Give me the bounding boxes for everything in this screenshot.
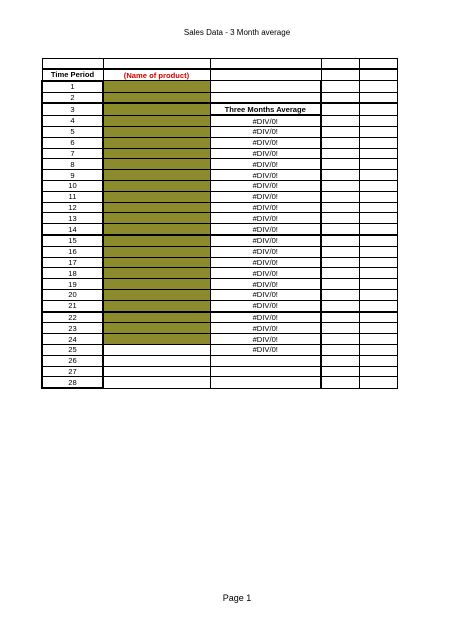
column-header-three-months-average: Three Months Average (210, 103, 321, 115)
product-value-cell (103, 126, 210, 137)
table-row (42, 344, 397, 355)
table-row (42, 377, 397, 388)
table-cell (321, 355, 359, 366)
table-cell (321, 323, 359, 334)
average-value-cell: #DIV/0! (210, 268, 321, 279)
table-row (42, 235, 397, 246)
time-period-cell: 11 (42, 191, 103, 202)
table-cell (359, 377, 397, 388)
table-cell (359, 235, 397, 246)
average-value-cell: #DIV/0! (210, 344, 321, 355)
average-value-cell: #DIV/0! (210, 213, 321, 224)
time-period-cell: 4 (42, 115, 103, 126)
table-cell (210, 69, 321, 81)
table-cell (359, 224, 397, 235)
table-cell (359, 213, 397, 224)
average-value-cell: #DIV/0! (210, 170, 321, 181)
sales-data-table (41, 58, 398, 389)
table-cell (359, 159, 397, 170)
table-row (42, 257, 397, 268)
table-cell (359, 81, 397, 92)
table-cell (359, 92, 397, 103)
table-row (42, 170, 397, 181)
time-period-cell: 21 (42, 300, 103, 311)
column-header-product-name: (Name of product) (103, 69, 210, 81)
table-cell (321, 137, 359, 148)
table-header-row (42, 69, 397, 81)
table-row (42, 289, 397, 300)
average-value-cell: #DIV/0! (210, 137, 321, 148)
time-period-cell: 10 (42, 180, 103, 191)
time-period-cell: 18 (42, 268, 103, 279)
time-period-cell: 16 (42, 246, 103, 257)
product-value-cell (103, 115, 210, 126)
average-value-cell: #DIV/0! (210, 334, 321, 345)
table-cell (359, 268, 397, 279)
table-row (42, 92, 397, 103)
table-row (42, 224, 397, 235)
table-cell (321, 92, 359, 103)
table-cell (321, 213, 359, 224)
table-row (42, 148, 397, 159)
product-value-cell (103, 246, 210, 257)
product-value-cell (103, 377, 210, 388)
average-value-cell (210, 92, 321, 103)
average-value-cell: #DIV/0! (210, 257, 321, 268)
table-cell (359, 279, 397, 290)
table-row (42, 213, 397, 224)
product-value-cell (103, 300, 210, 311)
time-period-cell: 2 (42, 92, 103, 103)
product-value-cell (103, 213, 210, 224)
table-cell (321, 103, 359, 115)
average-value-cell: #DIV/0! (210, 224, 321, 235)
table-blank-row (42, 59, 397, 70)
time-period-cell: 8 (42, 159, 103, 170)
table-cell (359, 115, 397, 126)
table-cell (359, 202, 397, 213)
time-period-cell: 28 (42, 377, 103, 388)
time-period-cell: 23 (42, 323, 103, 334)
time-period-cell: 25 (42, 344, 103, 355)
average-value-cell (210, 81, 321, 92)
table-row (42, 103, 397, 115)
product-value-cell (103, 81, 210, 92)
average-value-cell (210, 355, 321, 366)
time-period-cell: 15 (42, 235, 103, 246)
table-cell (321, 289, 359, 300)
time-period-cell: 14 (42, 224, 103, 235)
table-cell (359, 289, 397, 300)
table-row (42, 137, 397, 148)
table-cell (321, 170, 359, 181)
product-value-cell (103, 137, 210, 148)
table-cell (359, 355, 397, 366)
table-cell (321, 246, 359, 257)
table-cell (321, 279, 359, 290)
table-row (42, 323, 397, 334)
time-period-cell: 5 (42, 126, 103, 137)
time-period-cell: 26 (42, 355, 103, 366)
table-cell (359, 191, 397, 202)
average-value-cell: #DIV/0! (210, 148, 321, 159)
table-cell (321, 115, 359, 126)
table-row (42, 279, 397, 290)
product-value-cell (103, 312, 210, 323)
time-period-cell: 12 (42, 202, 103, 213)
product-value-cell (103, 366, 210, 377)
table-cell (321, 300, 359, 311)
table-cell (359, 137, 397, 148)
table-cell (321, 224, 359, 235)
column-header-time-period: Time Period (42, 69, 103, 81)
table-cell (103, 59, 210, 70)
time-period-cell: 19 (42, 279, 103, 290)
table-cell (210, 59, 321, 70)
table-row (42, 366, 397, 377)
table-row (42, 115, 397, 126)
page-number: Page 1 (222, 593, 252, 603)
average-value-cell (210, 377, 321, 388)
time-period-cell: 1 (42, 81, 103, 92)
table-cell (359, 170, 397, 181)
table-row (42, 202, 397, 213)
time-period-cell: 20 (42, 289, 103, 300)
table-cell (321, 377, 359, 388)
product-value-cell (103, 159, 210, 170)
average-value-cell: #DIV/0! (210, 159, 321, 170)
product-value-cell (103, 355, 210, 366)
table-row (42, 159, 397, 170)
table-cell (42, 59, 103, 70)
table-cell (321, 159, 359, 170)
table-cell (359, 180, 397, 191)
table-cell (321, 59, 359, 70)
product-value-cell (103, 92, 210, 103)
product-value-cell (103, 323, 210, 334)
table-cell (321, 81, 359, 92)
average-value-cell: #DIV/0! (210, 246, 321, 257)
table-row (42, 334, 397, 345)
table-row (42, 355, 397, 366)
product-value-cell (103, 148, 210, 159)
average-value-cell: #DIV/0! (210, 300, 321, 311)
table-row (42, 180, 397, 191)
time-period-cell: 13 (42, 213, 103, 224)
table-cell (321, 180, 359, 191)
product-value-cell (103, 191, 210, 202)
table-cell (321, 312, 359, 323)
average-value-cell: #DIV/0! (210, 126, 321, 137)
product-value-cell (103, 334, 210, 345)
table-cell (321, 126, 359, 137)
table-cell (321, 235, 359, 246)
table-cell (321, 202, 359, 213)
table-cell (359, 344, 397, 355)
product-value-cell (103, 202, 210, 213)
table-cell (321, 366, 359, 377)
table-cell (359, 59, 397, 70)
time-period-cell: 24 (42, 334, 103, 345)
page-title: Sales Data - 3 Month average (183, 28, 291, 37)
product-value-cell (103, 279, 210, 290)
table-cell (321, 334, 359, 345)
table-cell (359, 103, 397, 115)
average-value-cell: #DIV/0! (210, 115, 321, 126)
average-value-cell: #DIV/0! (210, 235, 321, 246)
table-row (42, 81, 397, 92)
time-period-cell: 22 (42, 312, 103, 323)
time-period-cell: 7 (42, 148, 103, 159)
product-value-cell (103, 235, 210, 246)
product-value-cell (103, 180, 210, 191)
average-value-cell: #DIV/0! (210, 191, 321, 202)
table-cell (359, 366, 397, 377)
table-cell (321, 257, 359, 268)
table-row (42, 300, 397, 311)
time-period-cell: 17 (42, 257, 103, 268)
table-row (42, 268, 397, 279)
table-cell (359, 312, 397, 323)
product-value-cell (103, 268, 210, 279)
time-period-cell: 27 (42, 366, 103, 377)
time-period-cell: 6 (42, 137, 103, 148)
table-cell (321, 344, 359, 355)
average-value-cell: #DIV/0! (210, 279, 321, 290)
product-value-cell (103, 257, 210, 268)
product-value-cell (103, 170, 210, 181)
average-value-cell: #DIV/0! (210, 312, 321, 323)
product-value-cell (103, 289, 210, 300)
time-period-cell: 9 (42, 170, 103, 181)
table-cell (321, 69, 359, 81)
average-value-cell: #DIV/0! (210, 289, 321, 300)
table-row (42, 312, 397, 323)
table-cell (359, 300, 397, 311)
table-cell (359, 323, 397, 334)
table-row (42, 246, 397, 257)
average-value-cell: #DIV/0! (210, 202, 321, 213)
table-cell (359, 257, 397, 268)
table-cell (359, 126, 397, 137)
table-row (42, 126, 397, 137)
product-value-cell (103, 344, 210, 355)
average-value-cell: #DIV/0! (210, 180, 321, 191)
table-cell (359, 148, 397, 159)
table-cell (321, 268, 359, 279)
table-cell (359, 334, 397, 345)
table-row (42, 191, 397, 202)
average-value-cell: #DIV/0! (210, 323, 321, 334)
table-cell (359, 246, 397, 257)
average-value-cell (210, 366, 321, 377)
table-cell (321, 148, 359, 159)
table-cell (359, 69, 397, 81)
table-cell (321, 191, 359, 202)
product-value-cell (103, 224, 210, 235)
product-value-cell (103, 103, 210, 115)
time-period-cell: 3 (42, 103, 103, 115)
